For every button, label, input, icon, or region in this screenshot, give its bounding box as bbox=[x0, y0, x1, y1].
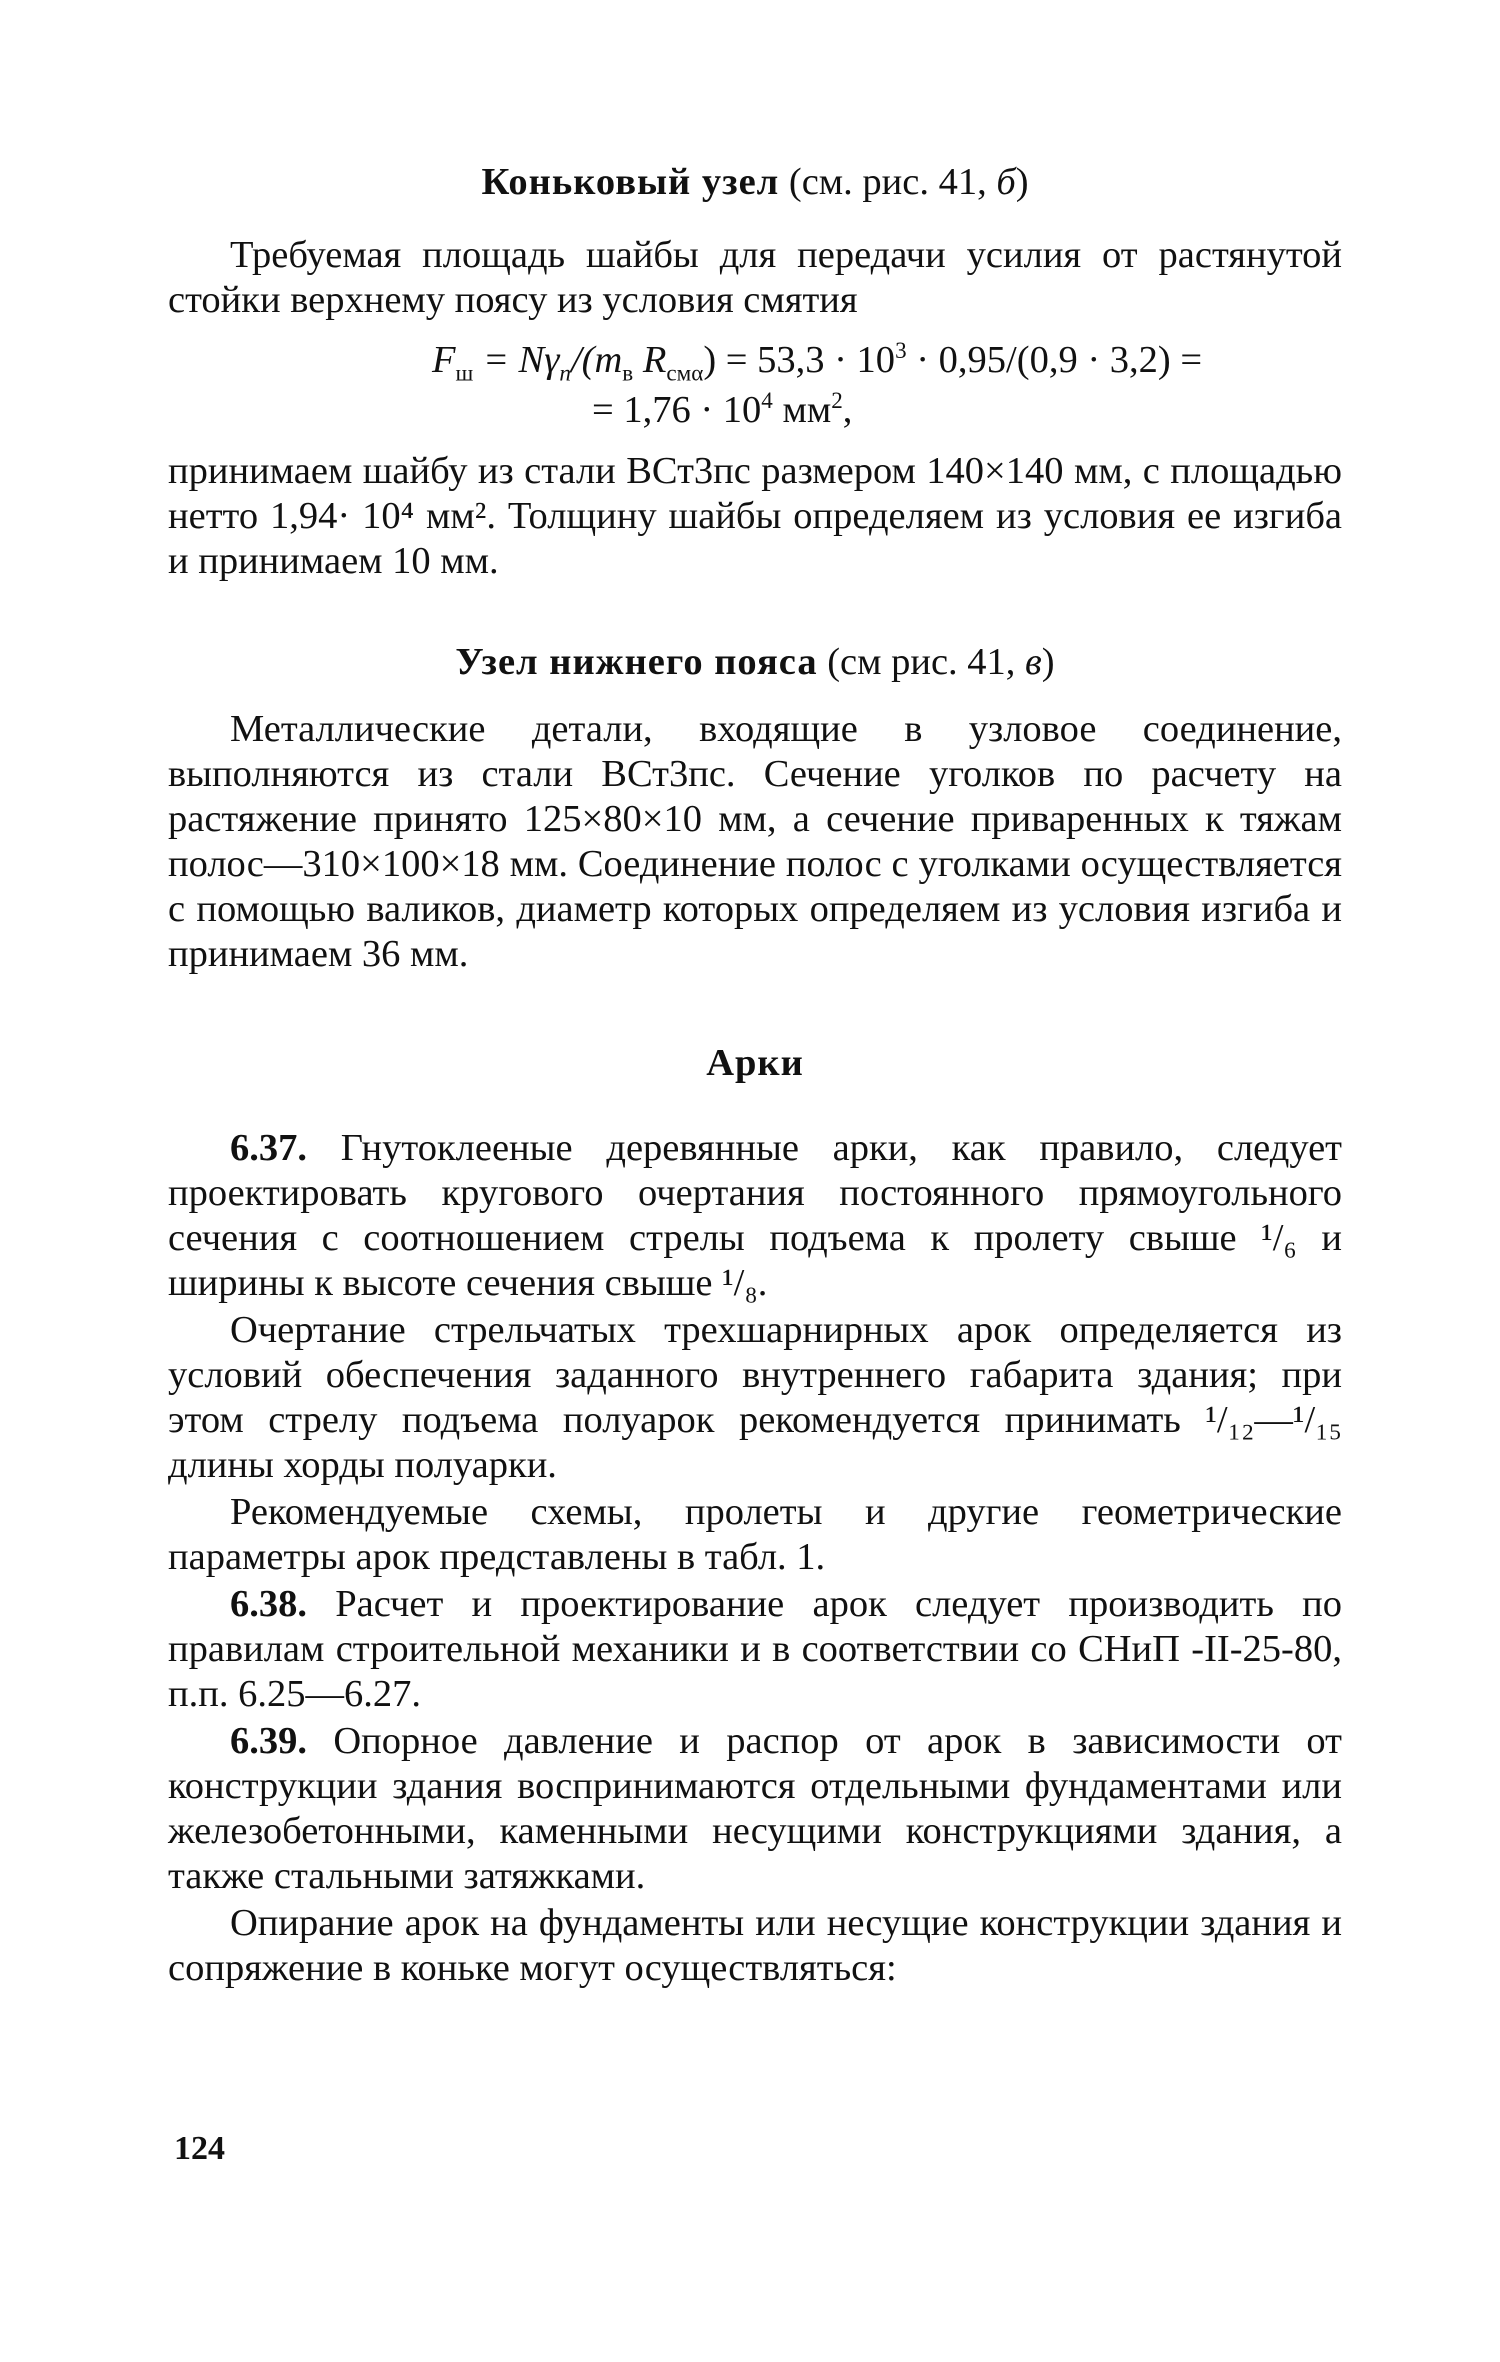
clause-text: Расчет и проектирование арок следует производить по правилам строительной механики и в соответствии со СНиП -II-25-80, п.п. 6.25—6.27. bbox=[168, 1583, 1342, 1715]
formula-part: /(m bbox=[570, 339, 623, 381]
heading-bold-text: Коньковый узел bbox=[481, 161, 780, 203]
section-heading-ridge-node bbox=[168, 160, 1342, 205]
formula-line-2 bbox=[168, 385, 1342, 435]
formula-line-1 bbox=[168, 335, 1342, 385]
heading-ref-letter: б bbox=[996, 161, 1016, 203]
formula-part: , bbox=[842, 389, 853, 431]
paragraph-ridge-1: Требуемая площадь шайбы для передачи усилия от растянутой стойки верхнему поясу из условия смятия bbox=[168, 234, 1342, 321]
formula-part: мм bbox=[772, 389, 832, 431]
paragraph-6-39 bbox=[168, 1719, 1342, 1899]
formula-sup: 2 bbox=[831, 387, 843, 414]
clause-number-6-38: 6.38. bbox=[230, 1583, 307, 1625]
section-heading-arches: Арки bbox=[706, 1042, 804, 1084]
paragraph-6-37-c: Рекомендуемые схемы, пролеты и другие геометрические параметры арок представлены в табл. 1. bbox=[168, 1491, 1342, 1578]
paragraph-ridge-2: принимаем шайбу из стали ВСт3пс размером 140×140 мм, с площадью нетто 1,94· 10⁴ мм². Толщину шайбы определяем из условия ее изгиба и принимаем 10 мм. bbox=[168, 450, 1342, 582]
paragraph-bottom-chord: Металлические детали, входящие в узловое соединение, выполняются из стали ВСт3пс. Сечение уголков по расчету на растяжение принято 125×80×10 мм, а сечение приваренных к тяжам полос—310×100×18 мм. Соединение полос с уголками осуществляется с помощью валиков, диаметр которых определяем из условия изгиба и принимаем 36 мм. bbox=[168, 708, 1342, 975]
formula-part: = 1,76 · 10 bbox=[592, 389, 762, 431]
page-body bbox=[168, 160, 1342, 1991]
formula-washer-area bbox=[168, 335, 1342, 435]
heading-ref-close: ) bbox=[1041, 641, 1055, 683]
paragraph-6-37-b: Очертание стрельчатых трехшарнирных арок определяется из условий обеспечения заданного внутреннего габарита здания; при этом стрелу подъема полуарок рекомендуется принимать ¹/₁₂—¹/₁₅ длины хорды полуарки. bbox=[168, 1309, 1342, 1486]
page-number: 124 bbox=[174, 2130, 225, 2167]
heading-ref-letter: в bbox=[1025, 641, 1042, 683]
heading-bold-text: Узел нижнего пояса bbox=[455, 641, 818, 683]
formula-sup: 4 bbox=[761, 387, 773, 414]
formula-sub: n bbox=[559, 359, 571, 386]
clause-text: Гнутоклееные деревянные арки, как правило, следует проектировать кругового очертания постоянного прямоугольного сечения с соотношением стрелы подъема к пролету свыше ¹/₆ и ширины к высоте сечения свыше ¹/₈. bbox=[168, 1127, 1342, 1304]
clause-number-6-39: 6.39. bbox=[230, 1720, 307, 1762]
paragraph-6-37 bbox=[168, 1126, 1342, 1306]
clause-text: Опорное давление и распор от арок в зависимости от конструкции здания воспринимаются отдельными фундаментами или железобетонными, каменными несущими конструкциями здания, а также стальными затяжками. bbox=[168, 1720, 1342, 1897]
heading-ref: (см. рис. 41, bbox=[779, 161, 997, 203]
paragraph-6-39-b: Опирание арок на фундаменты или несущие конструкции здания и сопряжение в коньке могут осуществляться: bbox=[168, 1902, 1342, 1989]
heading-ref-close: ) bbox=[1015, 161, 1029, 203]
section-heading-bottom-chord-node bbox=[168, 640, 1342, 685]
formula-sub: ш bbox=[455, 359, 474, 386]
formula-part: = Nγ bbox=[473, 339, 560, 381]
clause-number-6-37: 6.37. bbox=[230, 1127, 307, 1169]
formula-symbol-f: F bbox=[432, 339, 456, 381]
paragraph-6-38 bbox=[168, 1582, 1342, 1717]
heading-ref: (см рис. 41, bbox=[817, 641, 1026, 683]
formula-sup: 3 bbox=[895, 337, 907, 364]
formula-part: · 0,95/(0,9 · 3,2) = bbox=[906, 339, 1203, 381]
formula-sub: в bbox=[622, 359, 634, 386]
formula-part: R bbox=[633, 339, 667, 381]
formula-part: ) = 53,3 · 10 bbox=[703, 339, 896, 381]
formula-sub: смα bbox=[666, 359, 704, 386]
